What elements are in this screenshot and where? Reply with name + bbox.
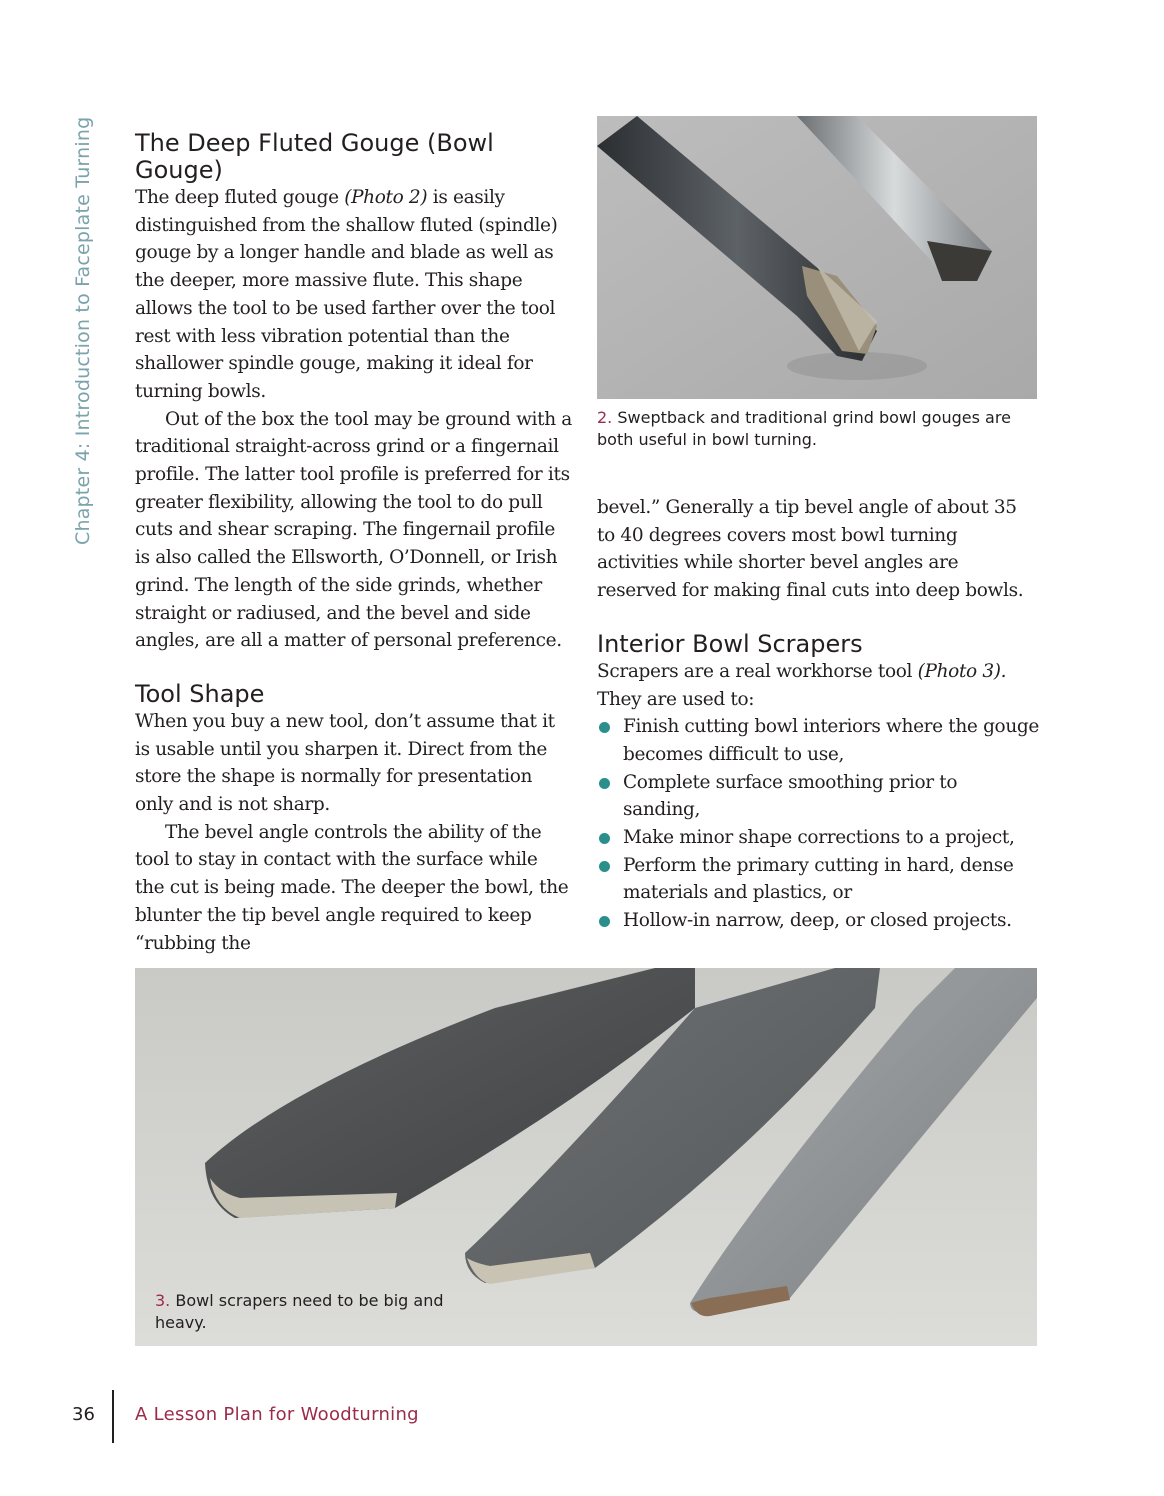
paragraph-deep-fluted-gouge: The deep fluted gouge (Photo 2) is easily distinguished from the shallow fluted (spindle) gouge by a longer handle and blade as well as the deeper, more massive flute. This shape allows the tool to be used farther over the tool rest with less vibration potential than the shallower spindle gouge, making it ideal for turning bowls. [135,187,558,402]
bullet-dot-icon [599,916,610,927]
list-item: Hollow-in narrow, deep, or closed projects. [597,907,1039,935]
footer-divider [112,1390,114,1443]
bullet-dot-icon [599,722,610,733]
heading-interior-bowl-scrapers: Interior Bowl Scrapers [597,629,863,658]
page-number: 36 [72,1404,95,1425]
bullet-dot-icon [599,861,610,872]
bullet-dot-icon [599,778,610,789]
paragraph-scrapers-intro: Scrapers are a real workhorse tool (Photo 3). They are used to: [597,660,1007,710]
heading-tool-shape: Tool Shape [135,679,265,708]
book-title: A Lesson Plan for Woodturning [135,1404,419,1425]
list-item: Complete surface smoothing prior to sanding, [597,769,1039,824]
bullet-dot-icon [599,833,610,844]
paragraph-bevel-angle: The bevel angle controls the ability of the tool to stay in contact with the surface while the cut is being made. The deeper the bowl, the blunter the tip bevel angle required to keep “rubbing the [135,821,569,954]
left-column [135,130,572,957]
right-column [597,494,1039,935]
list-item: Perform the primary cutting in hard, dense materials and plastics, or [597,852,1039,907]
chapter-tab: Chapter 4: Introduction to Faceplate Turning [72,116,94,545]
photo-bowl-gouges [597,116,1037,399]
list-item: Finish cutting bowl interiors where the gouge becomes difficult to use, [597,713,1039,768]
paragraph-grind-profile: Out of the box the tool may be ground with a traditional straight-across grind or a fingernail profile. The latter tool profile is preferred for its greater flexibility, allowing the tool to do pull cuts and shear scraping. The fingernail profile is also called the Ellsworth, O’Donnell, or Irish grind. The length of the side grinds, whether straight or radiused, and the bevel and side angles, are all a matter of personal preference. [135,408,572,652]
photo-2-caption: 2. Sweptback and traditional grind bowl gouges are both useful in bowl turning. [597,408,1011,449]
list-item: Make minor shape corrections to a project, [597,824,1039,852]
photo-3-caption: 3. Bowl scrapers need to be big and heavy. [155,1291,444,1332]
paragraph-bevel-continued: bevel.” Generally a tip bevel angle of about 35 to 40 degrees covers most bowl turning activities while shorter bevel angles are reserved for making final cuts into deep bowls. [597,497,1024,602]
heading-deep-fluted-gouge: The Deep Fluted Gouge (Bowl Gouge) [135,129,494,184]
paragraph-new-tool: When you buy a new tool, don’t assume that it is usable until you sharpen it. Direct from the store the shape is normally for presentation only and is not sharp. [135,710,555,816]
scraper-uses-list [597,713,1039,935]
